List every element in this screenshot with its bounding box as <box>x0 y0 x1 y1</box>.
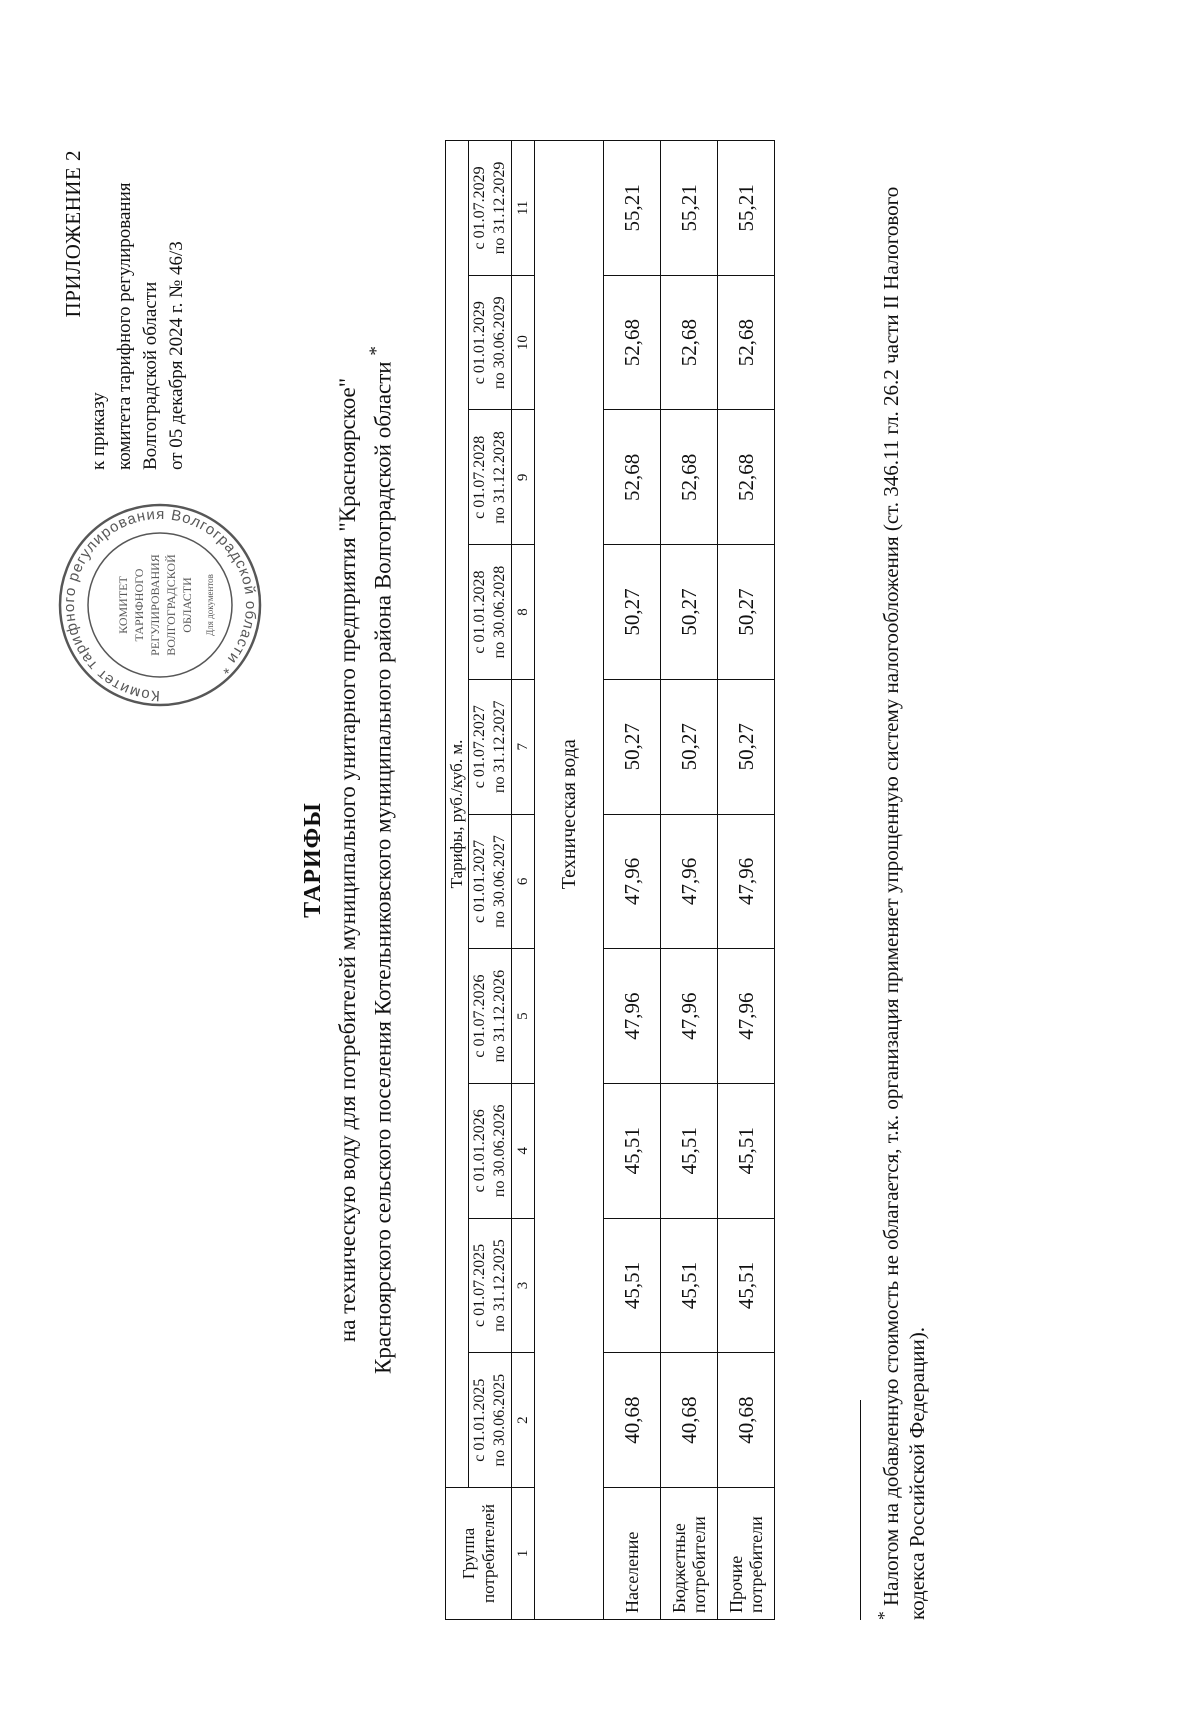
period-header <box>469 275 512 410</box>
tariff-value-cell: 55,21 <box>604 141 661 276</box>
consumer-group-cell: Бюджетные потребители <box>661 1488 718 1620</box>
column-number: 3 <box>512 1218 535 1353</box>
period-from: с 01.01.2027 <box>471 839 488 923</box>
tariff-value-cell: 47,96 <box>661 814 718 949</box>
tariff-value-cell: 45,51 <box>661 1218 718 1353</box>
tariff-value-cell: 45,51 <box>718 1218 775 1353</box>
period-header <box>469 1218 512 1353</box>
period-to: по 30.06.2027 <box>491 835 508 928</box>
tariff-value-cell: 55,21 <box>661 141 718 276</box>
column-number-row <box>512 141 535 1620</box>
stamp-line-2: ТАРИФНОГО <box>132 568 146 642</box>
period-from: с 01.07.2027 <box>471 705 488 789</box>
tariff-value-cell: 40,68 <box>718 1353 775 1488</box>
table-row <box>661 141 718 1620</box>
table-row <box>718 141 775 1620</box>
column-number: 9 <box>512 410 535 545</box>
tariff-value-cell: 45,51 <box>661 1083 718 1218</box>
period-header-row <box>469 141 512 1620</box>
tariff-value-cell: 52,68 <box>661 275 718 410</box>
column-number: 4 <box>512 1083 535 1218</box>
column-number: 7 <box>512 679 535 814</box>
column-number: 5 <box>512 949 535 1084</box>
consumer-group-cell: Прочие потребители <box>718 1488 775 1620</box>
table-row <box>604 141 661 1620</box>
appendix-header <box>60 110 190 470</box>
period-from: с 01.07.2028 <box>471 435 488 519</box>
footnote-body <box>871 140 930 1620</box>
tariff-value-cell: 45,51 <box>604 1083 661 1218</box>
document-title-block <box>300 80 398 1640</box>
footnote-text: Налогом на добавленную стоимость не облагается, т.к. организация применяет упрощенную систему налогообложения (ст. 346.11 гл. 26.2 части II Налогового кодекса Российской Федерации). <box>879 186 929 1620</box>
tariff-value-cell: 40,68 <box>604 1353 661 1488</box>
appendix-line-2: комитета тарифного регулирования <box>114 182 135 470</box>
tariff-value-cell: 47,96 <box>718 949 775 1084</box>
period-from: с 01.01.2029 <box>471 301 488 385</box>
period-to: по 30.06.2026 <box>491 1104 508 1198</box>
period-to: по 30.06.2029 <box>491 296 508 389</box>
period-to: по 31.12.2027 <box>491 700 508 793</box>
stamp-line-4: ВОЛГОГРАДСКОЙ <box>164 554 178 656</box>
footnote-marker: * <box>366 346 387 356</box>
tariff-value-cell: 50,27 <box>661 679 718 814</box>
period-header <box>469 814 512 949</box>
period-header <box>469 679 512 814</box>
stamp-line-1: КОМИТЕТ <box>116 576 130 634</box>
period-header <box>469 545 512 680</box>
period-to: по 31.12.2029 <box>491 161 508 255</box>
stamp-line-6: Для документов <box>205 574 215 636</box>
document-title: ТАРИФЫ <box>300 802 326 918</box>
period-to: по 31.12.2028 <box>491 431 508 524</box>
column-number: 1 <box>512 1488 535 1620</box>
consumer-group-cell: Население <box>604 1488 661 1620</box>
footnote <box>860 140 930 1620</box>
table-header-row <box>446 141 469 1620</box>
appendix-line-4: от 05 декабря 2024 г. № 46/3 <box>166 241 187 470</box>
section-spacer <box>535 1488 604 1620</box>
tariffs-header: Тарифы, руб./куб. м. <box>446 141 469 1488</box>
period-to: по 31.12.2026 <box>491 969 508 1063</box>
section-title: Техническая вода <box>535 141 604 1488</box>
tariff-value-cell: 52,68 <box>604 275 661 410</box>
stamp-line-5: ОБЛАСТИ <box>180 577 194 633</box>
column-number: 11 <box>512 141 535 276</box>
stamp-line-3: РЕГУЛИРОВАНИЯ <box>148 554 162 656</box>
tariff-value-cell: 45,51 <box>604 1218 661 1353</box>
period-from: с 01.01.2028 <box>471 570 488 654</box>
appendix-title: ПРИЛОЖЕНИЕ 2 <box>61 150 85 318</box>
official-stamp-icon <box>55 500 265 710</box>
tariff-value-cell: 50,27 <box>718 545 775 680</box>
period-from: с 01.07.2029 <box>471 166 488 250</box>
document-subtitle-2-wrap <box>362 80 398 1640</box>
tariff-value-cell: 52,68 <box>604 410 661 545</box>
document-subtitle-2: Красноярского сельского поселения Котельниковского муниципального района Волгоградской области <box>370 361 396 1374</box>
period-from: с 01.01.2026 <box>471 1109 488 1193</box>
period-from: с 01.01.2025 <box>471 1378 488 1462</box>
tariff-value-cell: 47,96 <box>661 949 718 1084</box>
column-number: 8 <box>512 545 535 680</box>
period-header <box>469 410 512 545</box>
footnote-marker-bottom: * <box>874 1611 894 1620</box>
tariff-value-cell: 50,27 <box>604 545 661 680</box>
stamp-ring-text: Комитет тарифного регулирования Волгоградской области * <box>60 505 260 705</box>
tariff-value-cell: 55,21 <box>718 141 775 276</box>
tariff-value-cell: 47,96 <box>604 949 661 1084</box>
period-header <box>469 141 512 276</box>
column-number: 6 <box>512 814 535 949</box>
column-number: 10 <box>512 275 535 410</box>
period-to: по 31.12.2025 <box>491 1239 508 1332</box>
tariff-table <box>445 140 775 1620</box>
document-page <box>50 80 1110 1640</box>
column-number: 2 <box>512 1353 535 1488</box>
tariff-value-cell: 50,27 <box>661 545 718 680</box>
period-from: с 01.07.2025 <box>471 1243 488 1328</box>
tariff-value-cell: 52,68 <box>718 275 775 410</box>
document-subtitle-1: на техническую воду для потребителей муниципального унитарного предприятия "Красноярское" <box>335 377 360 1343</box>
tariff-value-cell: 50,27 <box>718 679 775 814</box>
period-to: по 30.06.2025 <box>491 1373 508 1467</box>
appendix-line-3: Волгоградской области <box>140 281 161 470</box>
section-row <box>535 141 604 1620</box>
tariff-value-cell: 40,68 <box>661 1353 718 1488</box>
period-to: по 30.06.2028 <box>491 565 508 659</box>
period-from: с 01.07.2026 <box>471 974 488 1058</box>
tariff-value-cell: 50,27 <box>604 679 661 814</box>
period-header <box>469 949 512 1084</box>
group-header: Группа потребителей <box>446 1488 512 1620</box>
tariff-value-cell: 52,68 <box>661 410 718 545</box>
period-header <box>469 1353 512 1488</box>
period-header <box>469 1083 512 1218</box>
tariff-value-cell: 52,68 <box>718 410 775 545</box>
tariff-value-cell: 47,96 <box>604 814 661 949</box>
tariff-value-cell: 45,51 <box>718 1083 775 1218</box>
footnote-divider <box>860 1400 861 1620</box>
appendix-line-1: к приказу <box>88 392 109 470</box>
tariff-value-cell: 47,96 <box>718 814 775 949</box>
